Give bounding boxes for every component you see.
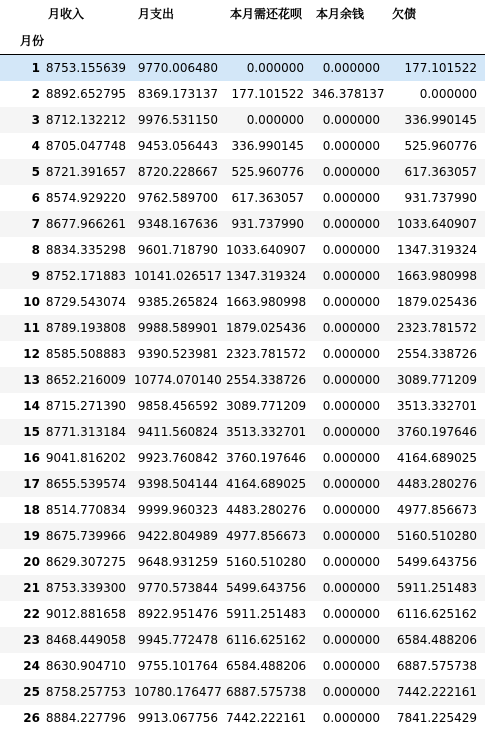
table-cell: 0.000000: [322, 60, 380, 75]
table-cell: 0.000000: [246, 112, 304, 127]
row-index: 7: [31, 216, 40, 231]
table-cell: 0.000000: [322, 658, 380, 673]
table-row[interactable]: [0, 549, 485, 575]
table-cell: 10780.176477: [134, 684, 222, 699]
table-cell: 9945.772478: [137, 632, 218, 647]
table-cell: 8892.652795: [45, 86, 126, 101]
row-index: 3: [31, 112, 40, 127]
table-cell: 3760.197646: [226, 450, 307, 465]
table-cell: 8712.132212: [45, 112, 126, 127]
table-cell: 9913.067756: [137, 710, 218, 725]
table-cell: 9601.718790: [137, 242, 218, 257]
row-index: 12: [23, 346, 40, 361]
row-index: 23: [23, 632, 40, 647]
table-cell: 6116.625162: [226, 632, 307, 647]
row-index: 21: [23, 580, 40, 595]
table-cell: 6887.575738: [226, 684, 307, 699]
table-cell: 10774.070140: [134, 372, 222, 387]
table-row[interactable]: [0, 107, 485, 133]
row-index: 5: [31, 164, 40, 179]
table-cell: 8789.193808: [45, 320, 126, 335]
table-row[interactable]: [0, 367, 485, 393]
table-row[interactable]: [0, 575, 485, 601]
table-cell: 5499.643756: [226, 580, 307, 595]
table-cell: 346.378137: [312, 86, 385, 101]
table-cell: 9923.760842: [137, 450, 218, 465]
table-row[interactable]: [0, 523, 485, 549]
table-cell: 0.000000: [322, 268, 380, 283]
table-cell: 6584.488206: [396, 632, 477, 647]
table-row[interactable]: [0, 315, 485, 341]
table-cell: 9770.006480: [137, 60, 218, 75]
table-cell: 0.000000: [322, 710, 380, 725]
table-cell: 8468.449058: [45, 632, 126, 647]
table-cell: 8884.227796: [45, 710, 126, 725]
table-cell: 4164.689025: [396, 450, 477, 465]
table-cell: 9041.816202: [45, 450, 126, 465]
table-row[interactable]: [0, 159, 485, 185]
table-cell: 0.000000: [322, 294, 380, 309]
table-cell: 9398.504144: [137, 476, 218, 491]
table-cell: 8715.271390: [45, 398, 126, 413]
row-index: 24: [23, 658, 40, 673]
index-name: 月份: [0, 26, 44, 55]
table-cell: 8705.047748: [45, 138, 126, 153]
table-cell: 9012.881658: [45, 606, 126, 621]
table-cell: 525.960776: [404, 138, 477, 153]
table-row[interactable]: [0, 627, 485, 653]
table-cell: 9422.804989: [137, 528, 218, 543]
table-cell: 931.737990: [404, 190, 477, 205]
row-index: 22: [23, 606, 40, 621]
table-cell: 0.000000: [322, 216, 380, 231]
table-cell: 0.000000: [322, 190, 380, 205]
table-row[interactable]: [0, 679, 485, 705]
row-index: 8: [31, 242, 40, 257]
row-index: 10: [23, 294, 40, 309]
row-index: 25: [23, 684, 40, 699]
table-cell: 525.960776: [231, 164, 304, 179]
column-header-row: [0, 0, 485, 26]
row-index: 9: [31, 268, 40, 283]
table-cell: 5911.251483: [396, 580, 477, 595]
table-cell: 8629.307275: [45, 554, 126, 569]
table-cell: 0.000000: [322, 450, 380, 465]
table-cell: 0.000000: [322, 632, 380, 647]
row-index: 19: [23, 528, 40, 543]
table-cell: 4164.689025: [226, 476, 307, 491]
table-cell: 8630.904710: [45, 658, 126, 673]
table-cell: 931.737990: [231, 216, 304, 231]
table-cell: 4977.856673: [226, 528, 307, 543]
table-cell: 177.101522: [404, 60, 477, 75]
table-row[interactable]: [0, 497, 485, 523]
table-row[interactable]: [0, 445, 485, 471]
table-cell: 6584.488206: [226, 658, 307, 673]
table-row[interactable]: [0, 393, 485, 419]
table-cell: 177.101522: [231, 86, 304, 101]
table-cell: 1879.025436: [396, 294, 477, 309]
row-index: 17: [23, 476, 40, 491]
table-cell: 617.363057: [231, 190, 304, 205]
table-cell: 0.000000: [322, 580, 380, 595]
row-index: 1: [31, 60, 40, 75]
table-cell: 0.000000: [322, 164, 380, 179]
table-cell: 0.000000: [322, 398, 380, 413]
table-row[interactable]: [0, 289, 485, 315]
table-cell: 617.363057: [404, 164, 477, 179]
table-cell: 0.000000: [322, 138, 380, 153]
table-cell: 6887.575738: [396, 658, 477, 673]
table-row[interactable]: [0, 341, 485, 367]
table-cell: 8753.339300: [45, 580, 126, 595]
table-row[interactable]: [0, 653, 485, 679]
table-cell: 9755.101764: [137, 658, 218, 673]
table-cell: 9976.531150: [137, 112, 218, 127]
row-index: 16: [23, 450, 40, 465]
row-index: 18: [23, 502, 40, 517]
row-index: 26: [23, 710, 40, 725]
table-cell: 1347.319324: [396, 242, 477, 257]
table-row[interactable]: [0, 211, 485, 237]
table-cell: 8652.216009: [45, 372, 126, 387]
table-cell: 2554.338726: [396, 346, 477, 361]
table-row[interactable]: [0, 133, 485, 159]
column-header: 本月余钱: [316, 6, 365, 21]
row-index: 14: [23, 398, 40, 413]
table-cell: 4483.280276: [226, 502, 307, 517]
table-cell: 0.000000: [322, 372, 380, 387]
table-row[interactable]: [0, 263, 485, 289]
table-cell: 9858.456592: [137, 398, 218, 413]
row-index: 13: [23, 372, 40, 387]
table-cell: 0.000000: [322, 320, 380, 335]
table-cell: 2554.338726: [226, 372, 307, 387]
table-cell: 1033.640907: [396, 216, 477, 231]
table-cell: 8721.391657: [45, 164, 126, 179]
table-cell: 8369.173137: [137, 86, 218, 101]
table-cell: 6116.625162: [396, 606, 477, 621]
table-cell: 9770.573844: [137, 580, 218, 595]
table-cell: 9348.167636: [137, 216, 218, 231]
table-cell: 10141.026517: [134, 268, 222, 283]
column-header: 月收入: [48, 6, 85, 21]
table-cell: 0.000000: [322, 554, 380, 569]
table-cell: 1663.980998: [396, 268, 477, 283]
table-cell: 9762.589700: [137, 190, 218, 205]
table-cell: 3760.197646: [396, 424, 477, 439]
table-cell: 3089.771209: [226, 398, 307, 413]
table-cell: 0.000000: [322, 242, 380, 257]
row-index: 4: [31, 138, 40, 153]
row-index: 6: [31, 190, 40, 205]
table-cell: 0.000000: [322, 346, 380, 361]
table-cell: 4977.856673: [396, 502, 477, 517]
table-cell: 0.000000: [419, 86, 477, 101]
table-cell: 0.000000: [246, 60, 304, 75]
table-cell: 9453.056443: [137, 138, 218, 153]
table-cell: 8758.257753: [45, 684, 126, 699]
table-cell: 1663.980998: [226, 294, 307, 309]
table-cell: 8729.543074: [45, 294, 126, 309]
table-cell: 5499.643756: [396, 554, 477, 569]
table-cell: 0.000000: [322, 424, 380, 439]
table-cell: 5160.510280: [226, 554, 307, 569]
table-cell: 7841.225429: [396, 710, 477, 725]
row-index: 2: [31, 86, 40, 101]
table-cell: 5160.510280: [396, 528, 477, 543]
table-cell: 1347.319324: [226, 268, 307, 283]
table-cell: 0.000000: [322, 476, 380, 491]
table-cell: 3513.332701: [396, 398, 477, 413]
column-header: 本月需还花呗: [230, 6, 303, 21]
table-cell: 8514.770834: [45, 502, 126, 517]
table-cell: 8655.539574: [45, 476, 126, 491]
table-row[interactable]: [0, 237, 485, 263]
table-row[interactable]: [0, 471, 485, 497]
table-cell: 0.000000: [322, 528, 380, 543]
table-cell: 3513.332701: [226, 424, 307, 439]
column-header: 月支出: [138, 6, 175, 21]
table-cell: 7442.222161: [226, 710, 307, 725]
table-cell: 8675.739966: [45, 528, 126, 543]
row-index: 20: [23, 554, 40, 569]
table-body: [0, 55, 485, 731]
table-cell: 9385.265824: [137, 294, 218, 309]
table-cell: 0.000000: [322, 684, 380, 699]
table-cell: 8720.228667: [137, 164, 218, 179]
table-cell: 4483.280276: [396, 476, 477, 491]
table-cell: 8922.951476: [137, 606, 218, 621]
table-row[interactable]: [0, 705, 485, 731]
table-cell: 9999.960323: [137, 502, 218, 517]
table-cell: 7442.222161: [396, 684, 477, 699]
table-cell: 336.990145: [231, 138, 304, 153]
table-cell: 1033.640907: [226, 242, 307, 257]
table-row[interactable]: [0, 419, 485, 445]
table-cell: 9988.589901: [137, 320, 218, 335]
table-cell: 0.000000: [322, 112, 380, 127]
table-cell: 8771.313184: [45, 424, 126, 439]
table-cell: 8834.335298: [45, 242, 126, 257]
table-cell: 336.990145: [404, 112, 477, 127]
table-row[interactable]: [0, 81, 485, 107]
index-name-row: [0, 26, 485, 55]
table-row[interactable]: [0, 185, 485, 211]
table-cell: 8574.929220: [45, 190, 126, 205]
table-cell: 2323.781572: [396, 320, 477, 335]
table-cell: 9411.560824: [137, 424, 218, 439]
row-index: 15: [23, 424, 40, 439]
table-cell: 5911.251483: [226, 606, 307, 621]
table-row[interactable]: [0, 601, 485, 627]
table-cell: 0.000000: [322, 606, 380, 621]
table-cell: 8752.171883: [45, 268, 126, 283]
table-cell: 8753.155639: [45, 60, 126, 75]
table-cell: 9390.523981: [137, 346, 218, 361]
table-cell: 2323.781572: [226, 346, 307, 361]
table-cell: 9648.931259: [137, 554, 218, 569]
table-cell: 3089.771209: [396, 372, 477, 387]
table-cell: 1879.025436: [226, 320, 307, 335]
table-cell: 8585.508883: [45, 346, 126, 361]
row-index: 11: [23, 320, 40, 335]
table-cell: 0.000000: [322, 502, 380, 517]
column-header: 欠债: [392, 6, 417, 21]
header-blank-cell: [0, 0, 44, 26]
table-cell: 8677.966261: [45, 216, 126, 231]
table-row[interactable]: [0, 55, 485, 81]
